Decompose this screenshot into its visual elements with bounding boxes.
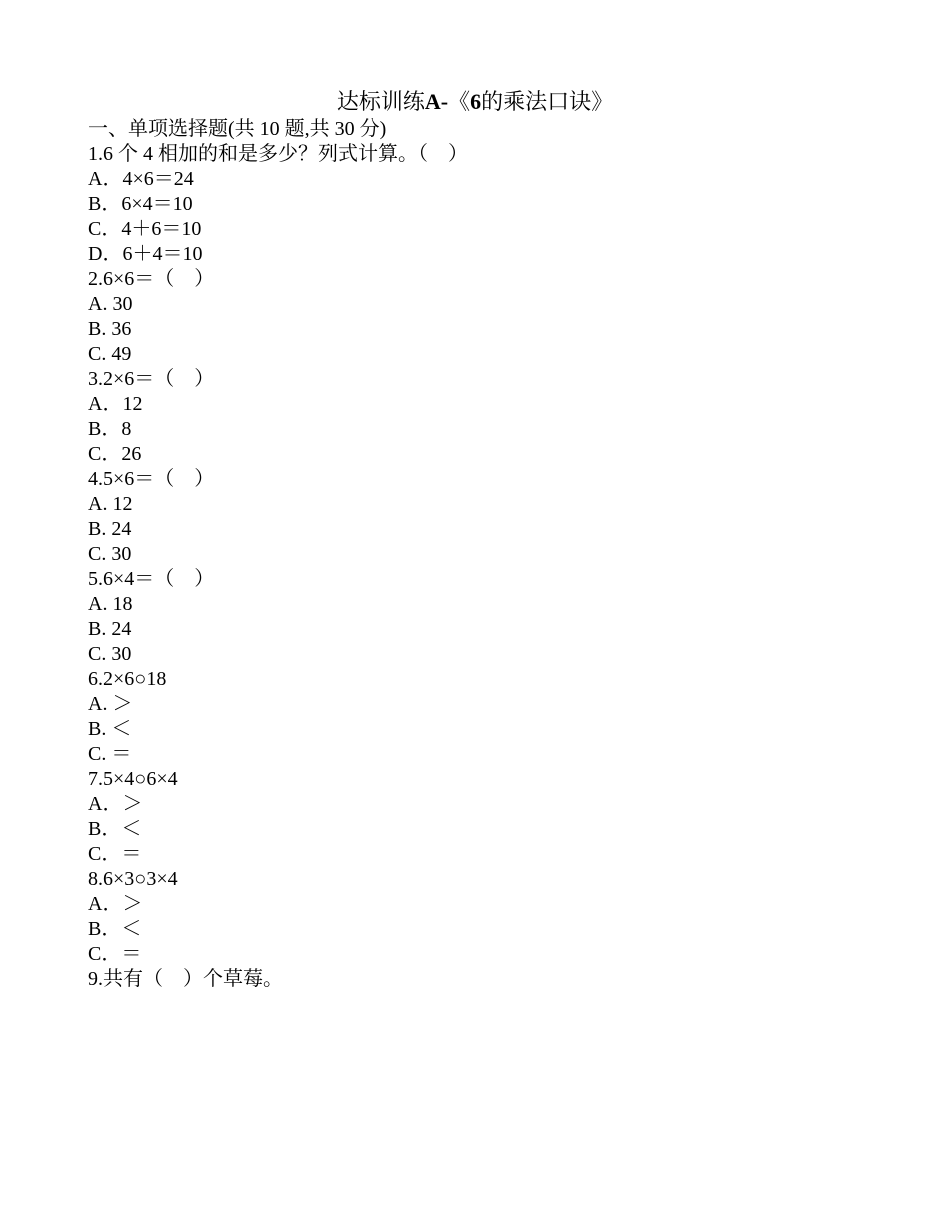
question-5 (88, 567, 868, 667)
answer-option: A．＞ (88, 793, 143, 815)
question-stem: 6.2×6○18 (88, 668, 167, 690)
question-stem: 4.5×6＝（ ） (88, 468, 215, 490)
answer-option: C. ＝ (88, 743, 132, 765)
question-stem: 2.6×6＝（ ） (88, 268, 215, 290)
answer-option: C．＝ (88, 943, 142, 965)
answer-option: B．8 (88, 418, 132, 440)
question-1 (88, 142, 868, 267)
question-stem: 8.6×3○3×4 (88, 868, 178, 890)
question-stem: 5.6×4＝（ ） (88, 568, 215, 590)
answer-option: B．＜ (88, 918, 142, 940)
title-part: 达标训练 (336, 89, 425, 114)
answer-option: B. 36 (88, 318, 132, 340)
question-stem: 7.5×4○6×4 (88, 768, 178, 790)
title-part: 的乘法口诀》 (481, 89, 614, 114)
question-2 (88, 267, 868, 367)
question-7 (88, 767, 868, 867)
question-8 (88, 867, 868, 967)
answer-option: D．6＋4＝10 (88, 243, 203, 265)
answer-option: C. 49 (88, 343, 132, 365)
answer-option: C．4＋6＝10 (88, 218, 202, 240)
answer-option: C. 30 (88, 643, 132, 665)
answer-option: A. 18 (88, 593, 133, 615)
title-part: A- (424, 89, 449, 114)
answer-option: A. 12 (88, 493, 133, 515)
answer-option: A．4×6＝24 (88, 168, 194, 190)
question-stem: 3.2×6＝（ ） (88, 368, 215, 390)
answer-option: B. 24 (88, 618, 132, 640)
answer-option: C. 30 (88, 543, 132, 565)
answer-option: A．12 (88, 393, 143, 415)
title-part: 6 (470, 89, 482, 114)
answer-option: B．6×4＝10 (88, 193, 193, 215)
question-stem: 9.共有（ ）个草莓。 (88, 968, 283, 990)
answer-option: C．26 (88, 443, 142, 465)
answer-option: B. 24 (88, 518, 132, 540)
answer-option: B．＜ (88, 818, 142, 840)
answer-option: B. ＜ (88, 718, 132, 740)
answer-option: C．＝ (88, 843, 142, 865)
question-6 (88, 667, 868, 767)
question-3 (88, 367, 868, 467)
answer-option: A. ＞ (88, 693, 133, 715)
document-title (0, 88, 950, 116)
section-heading: 一、单项选择题(共 10 题,共 30 分) (88, 118, 387, 140)
answer-option: A．＞ (88, 893, 143, 915)
answer-option: A. 30 (88, 293, 133, 315)
question-4 (88, 467, 868, 567)
title-part: 《 (448, 89, 471, 114)
question-9 (88, 967, 868, 992)
document-body (88, 117, 868, 992)
question-stem: 1.6 个 4 相加的和是多少？列式计算。（ ） (88, 143, 468, 165)
